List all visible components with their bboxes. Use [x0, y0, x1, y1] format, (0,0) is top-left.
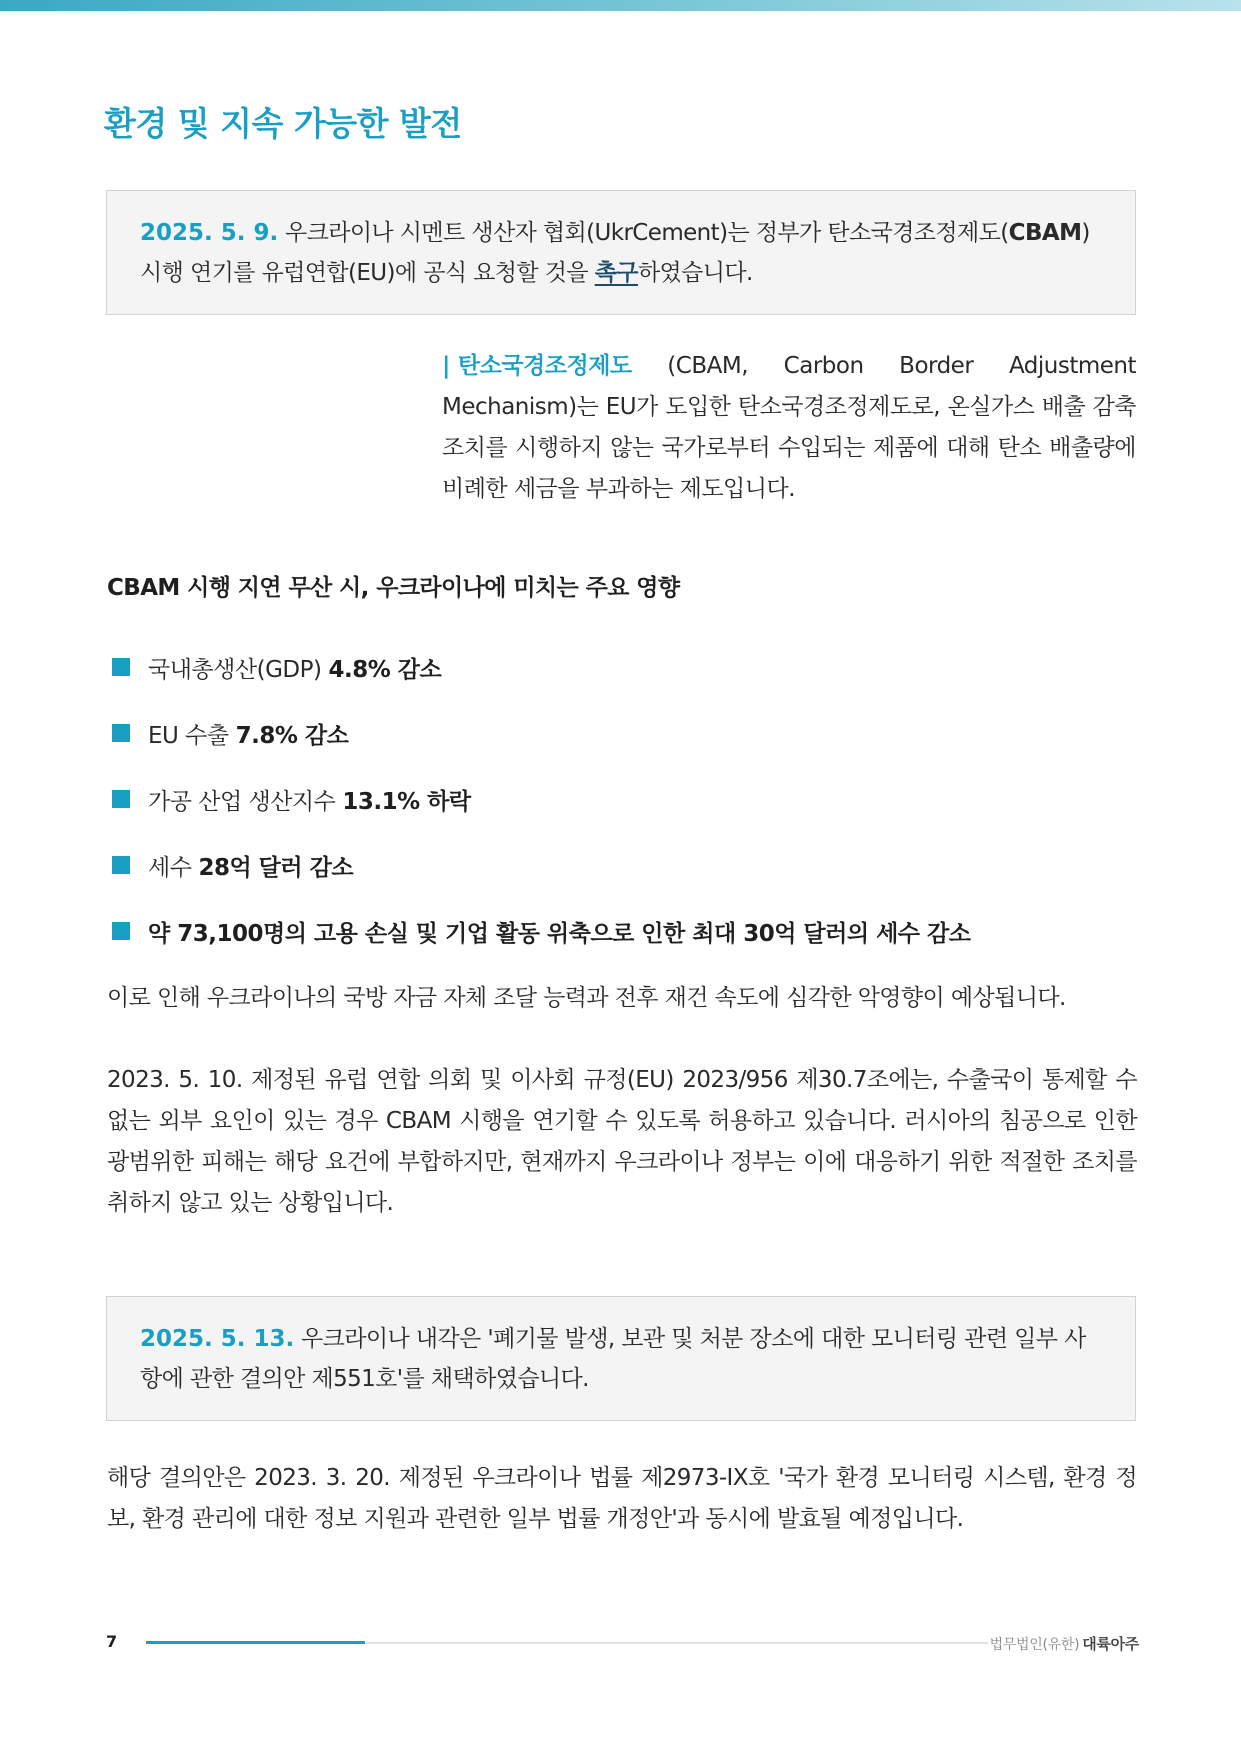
page-title: 환경 및 지속 가능한 발전: [104, 104, 462, 143]
definition-text: (CBAM, Carbon Border Adjustment Mechanism)는 EU가 도입한 탄소국경조정제도로, 온실가스 배출 감축 조치를 시행하지 않는 국가로부터 수입되는 제품에 대해 탄소 배출량에 비례한 세금을 부과하는 제도입니다.: [442, 353, 1136, 502]
list-item: [112, 700, 970, 766]
top-accent-bar: [0, 0, 1241, 11]
list-item: [112, 766, 970, 832]
impact-label: 세수: [148, 854, 192, 881]
news-text-c: 하였습니다.: [637, 260, 753, 286]
impact-label: 국내총생산(GDP): [148, 656, 322, 683]
news-text-a: 우크라이나 시멘트 생산자 협회(UkrCement)는 정부가 탄소국경조정제도(: [278, 220, 1009, 246]
news-text: 우크라이나 내각은 '폐기물 발생, 보관 및 처분 장소에 대한 모니터링 관련 일부 사항에 관한 결의안 제551호'를 채택하였습니다.: [140, 1326, 1086, 1392]
bullet-square-icon: [112, 790, 130, 808]
list-item: [112, 898, 970, 964]
bullet-square-icon: [112, 856, 130, 874]
news-date: 2025. 5. 9.: [140, 220, 279, 246]
brand-name: 대륙아주: [1082, 1635, 1139, 1653]
footer-brand: [990, 1633, 1139, 1654]
cbam-definition: [442, 346, 1136, 510]
news-box-2-text: [140, 1319, 1105, 1399]
news-emphasis: 촉구: [594, 260, 638, 286]
impacts-list: [112, 634, 970, 964]
footer-progress-fill: [146, 1641, 365, 1644]
footer-progress-line: [146, 1642, 988, 1644]
impact-value: 28억 달러 감소: [198, 854, 354, 881]
impacts-heading: CBAM 시행 지연 무산 시, 우크라이나에 미치는 주요 영향: [107, 575, 680, 601]
bullet-square-icon: [112, 922, 130, 940]
bullet-square-icon: [112, 658, 130, 676]
news-box-2: [106, 1296, 1136, 1421]
paragraph-consequence: 이로 인해 우크라이나의 국방 자금 자체 조달 능력과 전후 재건 속도에 심각한 악영향이 예상됩니다.: [107, 985, 1066, 1011]
paragraph-resolution: 해당 결의안은 2023. 3. 20. 제정된 우크라이나 법률 제2973-IX호 '국가 환경 모니터링 시스템, 환경 정보, 환경 관리에 대한 정보 지원과 관련한 일부 법률 개정안'과 동시에 발효될 예정입니다.: [107, 1465, 1137, 1532]
impact-label: 약 73,100명의 고용 손실 및 기업 활동 위축으로 인한 최대 30억 달러의 세수 감소: [148, 920, 971, 947]
page-number: 7: [106, 1632, 118, 1651]
paragraph-regulation: 2023. 5. 10. 제정된 유럽 연합 의회 및 이사회 규정(EU) 2023/956 제30.7조에는, 수출국이 통제할 수 없는 외부 요인이 있는 경우 CBAM 시행을 연기할 수 있도록 허용하고 있습니다. 러시아의 침공으로 인한 광범위한 피해는 해당 요건에 부합하지만, 현재까지 우크라이나 정부는 이에 대응하기 위한 적절한 조치를 취하지 않고 있는 상황입니다.: [107, 1067, 1137, 1216]
impact-value: 4.8% 감소: [328, 656, 442, 683]
news-box-1-text: [140, 213, 1105, 293]
news-box-1: [106, 190, 1136, 315]
list-item: [112, 634, 970, 700]
impact-label: 가공 산업 생산지수: [148, 788, 336, 815]
list-item: [112, 832, 970, 898]
definition-bar: |: [442, 353, 450, 379]
brand-prefix: 법무법인(유한): [989, 1637, 1080, 1653]
news-date: 2025. 5. 13.: [140, 1326, 295, 1352]
impact-value: 7.8% 감소: [235, 722, 349, 749]
impact-label: EU 수출: [148, 722, 229, 749]
definition-term: 탄소국경조정제도: [457, 353, 632, 379]
bullet-square-icon: [112, 724, 130, 742]
news-strong: CBAM: [1008, 220, 1082, 246]
impact-value: 13.1% 하락: [342, 788, 471, 815]
news-text-b: ) 시행 연기를 유럽연합(EU)에 공식 요청할 것을: [140, 220, 1090, 286]
